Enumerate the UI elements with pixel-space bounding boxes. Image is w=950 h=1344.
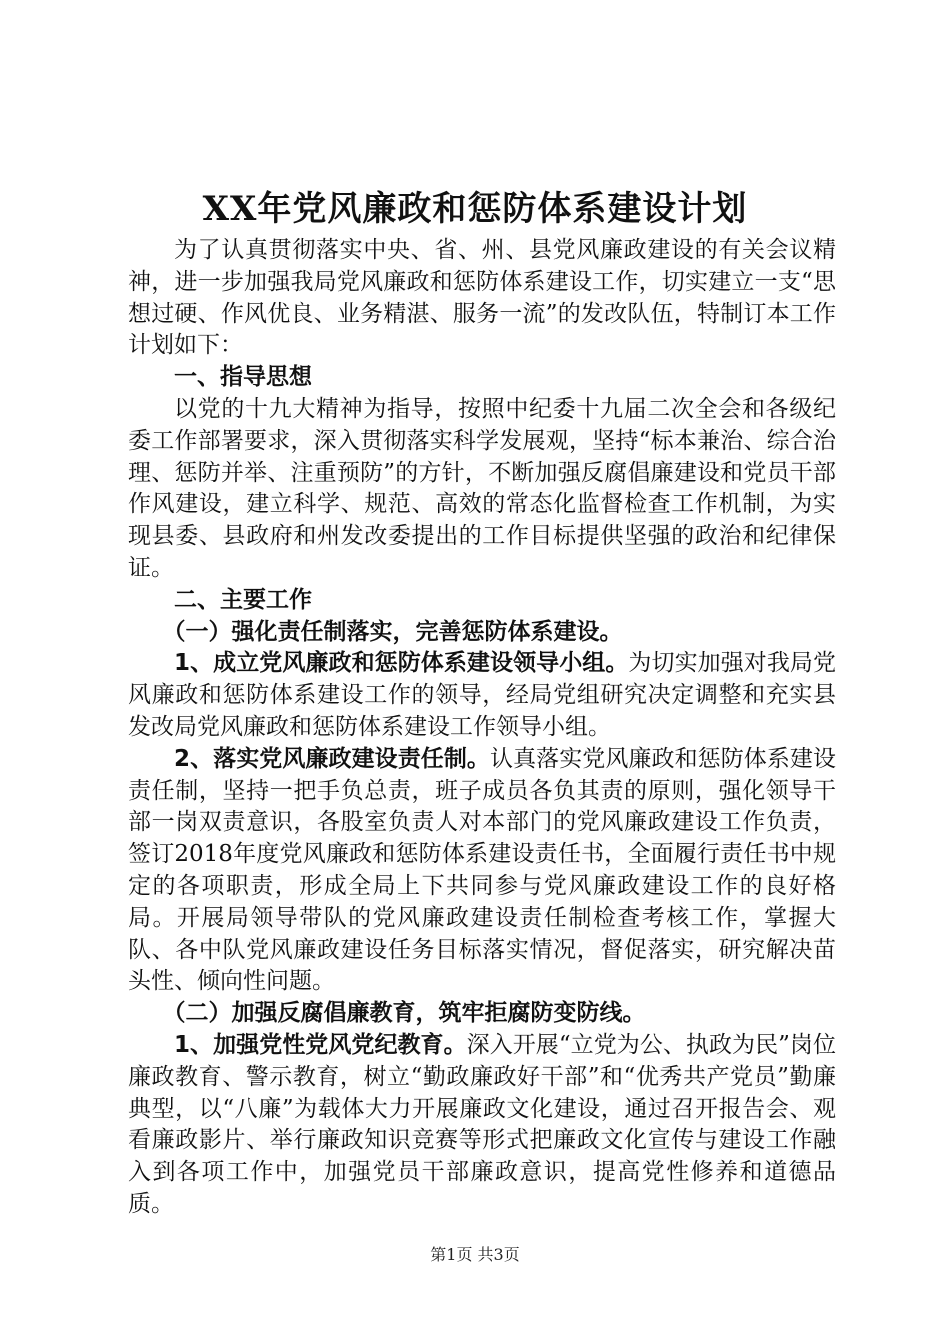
page-footer: 第1页 共3页 [430,1245,520,1264]
section-heading-guiding-thought: 一、指导思想 [174,364,312,391]
subsection-heading-responsibility: （一）强化责任制落实，完善惩防体系建设。 [162,618,623,645]
guiding-thought-paragraph: 以党的十九大精神为指导，按照中纪委十九届二次全会和各级纪委工作部署要求，深入贯彻落实科学发展观，坚持“标本兼治、综合治理、惩防并举、注重预防”的方针，不断加强反腐倡廉建设和党员干部作风建设，建立科学、规范、高效的常态化监督检查工作机制，为实现县委、县政府和州发改委提出的工作目标提供坚强的政治和纪律保证。 [128,395,836,581]
item-lead: 2、落实党风廉政建设责任制。 [174,745,490,772]
subsection-heading-education: （二）加强反腐倡廉教育，筑牢拒腐防变防线。 [162,1000,646,1027]
document-body [128,235,836,1221]
document-title: XX年党风廉政和惩防体系建设计划 [202,189,748,229]
item-lead: 1、加强党性党风党纪教育。 [174,1031,467,1058]
item-responsibility-system [128,744,836,998]
item-text: 深入开展“立党为公、执政为民”岗位廉政教育、警示教育，树立“勤政廉政好干部”和“优秀共产党员”勤廉典型，以“八廉”为载体大力开展廉政文化建设，通过召开报告会、观看廉政影片、举行廉政知识竞赛等形式把廉政文化宣传与建设工作融入到各项工作中，加强党员干部廉政意识，提高党性修养和道德品质。 [128,1031,836,1217]
section-heading-main-work: 二、主要工作 [174,586,312,613]
item-lead: 1、成立党风廉政和惩防体系建设领导小组。 [174,650,629,677]
item-text: 为切实加强对我局党风廉政和惩防体系建设工作的领导，经局党组研究决定调整和充实县发改局党风廉政和惩防体系建设工作领导小组。 [128,650,836,740]
intro-paragraph: 为了认真贯彻落实中央、省、州、县党风廉政建设的有关会议精神，进一步加强我局党风廉政和惩防体系建设工作，切实建立一支“思想过硬、作风优良、业务精湛、服务一流”的发改队伍，特制订本工作计划如下： [128,237,836,359]
item-party-education [128,1030,836,1221]
item-leading-group [128,648,836,743]
item-text: 认真落实党风廉政和惩防体系建设责任制，坚持一把手负总责，班子成员各负其责的原则，强化领导干部一岗双责意识，各股室负责人对本部门的党风廉政建设工作负责，签订2018年度党风廉政和惩防体系建设责任书，全面履行责任书中规定的各项职责，形成全局上下共同参与党风廉政建设工作的良好格局。开展局领导带队的党风廉政建设责任制检查考核工作，掌握大队、各中队党风廉政建设任务目标落实情况，督促落实，研究解决苗头性、倾向性问题。 [128,745,836,995]
